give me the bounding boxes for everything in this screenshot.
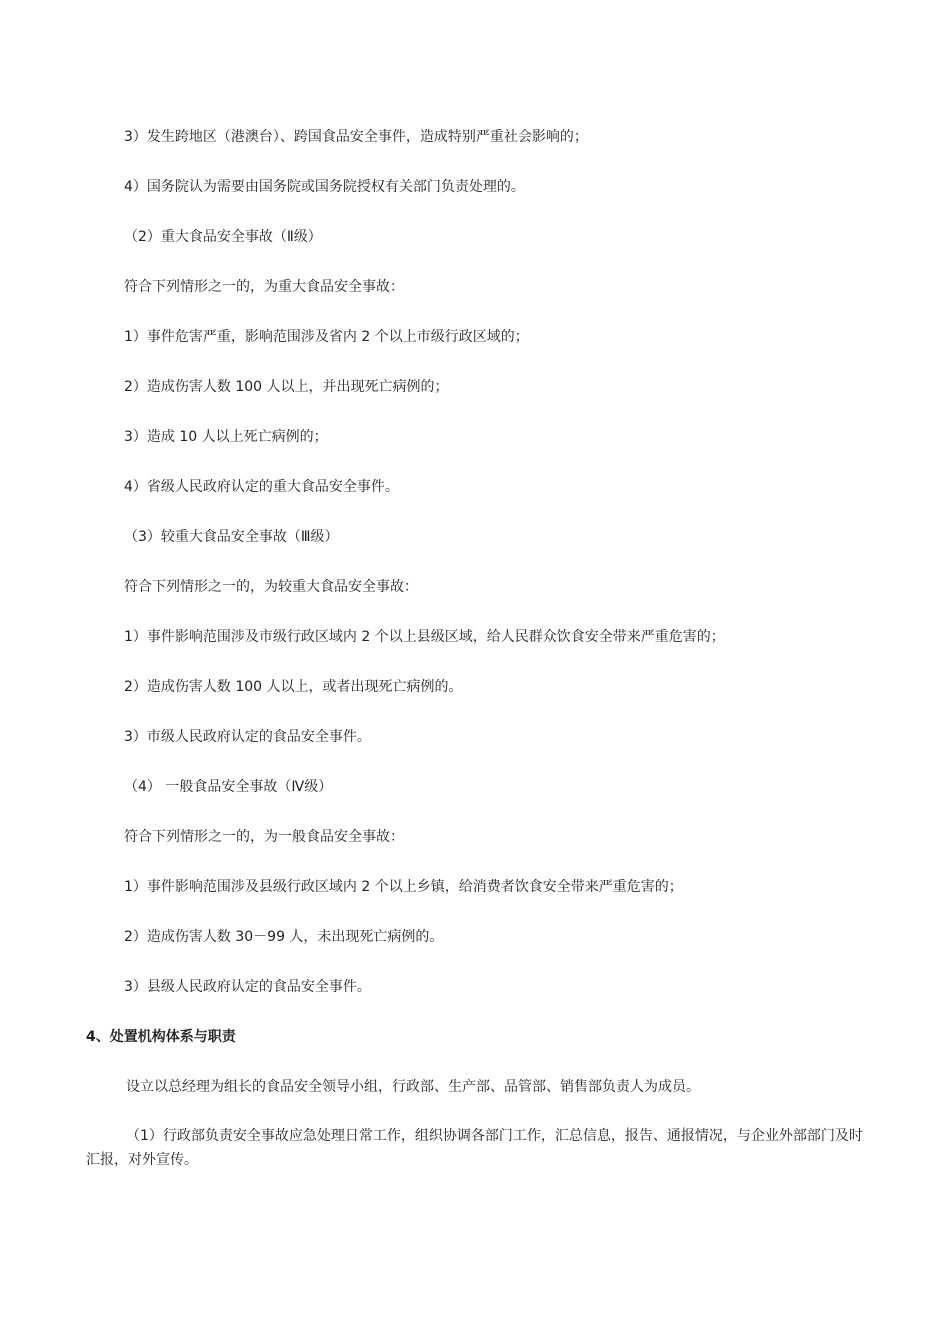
- text-line: 3）造成 10 人以上死亡病例的；: [124, 429, 328, 445]
- text-line: 2）造成伤害人数 100 人以上，或者出现死亡病例的。: [124, 679, 463, 695]
- text-line: 3）发生跨地区（港澳台）、跨国食品安全事件，造成特别严重社会影响的；: [124, 129, 588, 145]
- paragraph: （1）行政部负责安全事故应急处理日常工作，组织协调各部门工作，汇总信息，报告、通报情况，与企业外部部门及时汇报，对外宣传。: [86, 1128, 863, 1168]
- text-line: 2）造成伤害人数 100 人以上，并出现死亡病例的；: [124, 379, 449, 395]
- paragraph: 设立以总经理为组长的食品安全领导小组，行政部、生产部、品管部、销售部负责人为成员。: [126, 1079, 700, 1095]
- text-line: 符合下列情形之一的，为较重大食品安全事故：: [124, 579, 418, 595]
- text-line: 1）事件危害严重，影响范围涉及省内 2 个以上市级行政区域的；: [124, 329, 529, 345]
- text-line: 1）事件影响范围涉及市级行政区域内 2 个以上县级区域，给人民群众饮食安全带来严重危害的；: [124, 629, 725, 645]
- text-line: 2）造成伤害人数 30－99 人，未出现死亡病例的。: [124, 929, 444, 945]
- text-line: 4）省级人民政府认定的重大食品安全事件。: [124, 479, 399, 495]
- text-line: 符合下列情形之一的，为重大食品安全事故：: [124, 279, 404, 295]
- section-heading: 4、处置机构体系与职责: [86, 1029, 236, 1045]
- text-line: 3）市级人民政府认定的食品安全事件。: [124, 729, 371, 745]
- text-line: 4）国务院认为需要由国务院或国务院授权有关部门负责处理的。: [124, 179, 525, 195]
- text-line: 3）县级人民政府认定的食品安全事件。: [124, 979, 371, 995]
- text-line: 1）事件影响范围涉及县级行政区域内 2 个以上乡镇，给消费者饮食安全带来严重危害的；: [124, 879, 683, 895]
- subsection-title: （3）较重大食品安全事故（Ⅲ级）: [124, 529, 339, 545]
- subsection-title: （2）重大食品安全事故（Ⅱ级）: [124, 229, 322, 245]
- subsection-title: （4） 一般食品安全事故（Ⅳ级）: [124, 779, 333, 795]
- text-line: 符合下列情形之一的，为一般食品安全事故：: [124, 829, 404, 845]
